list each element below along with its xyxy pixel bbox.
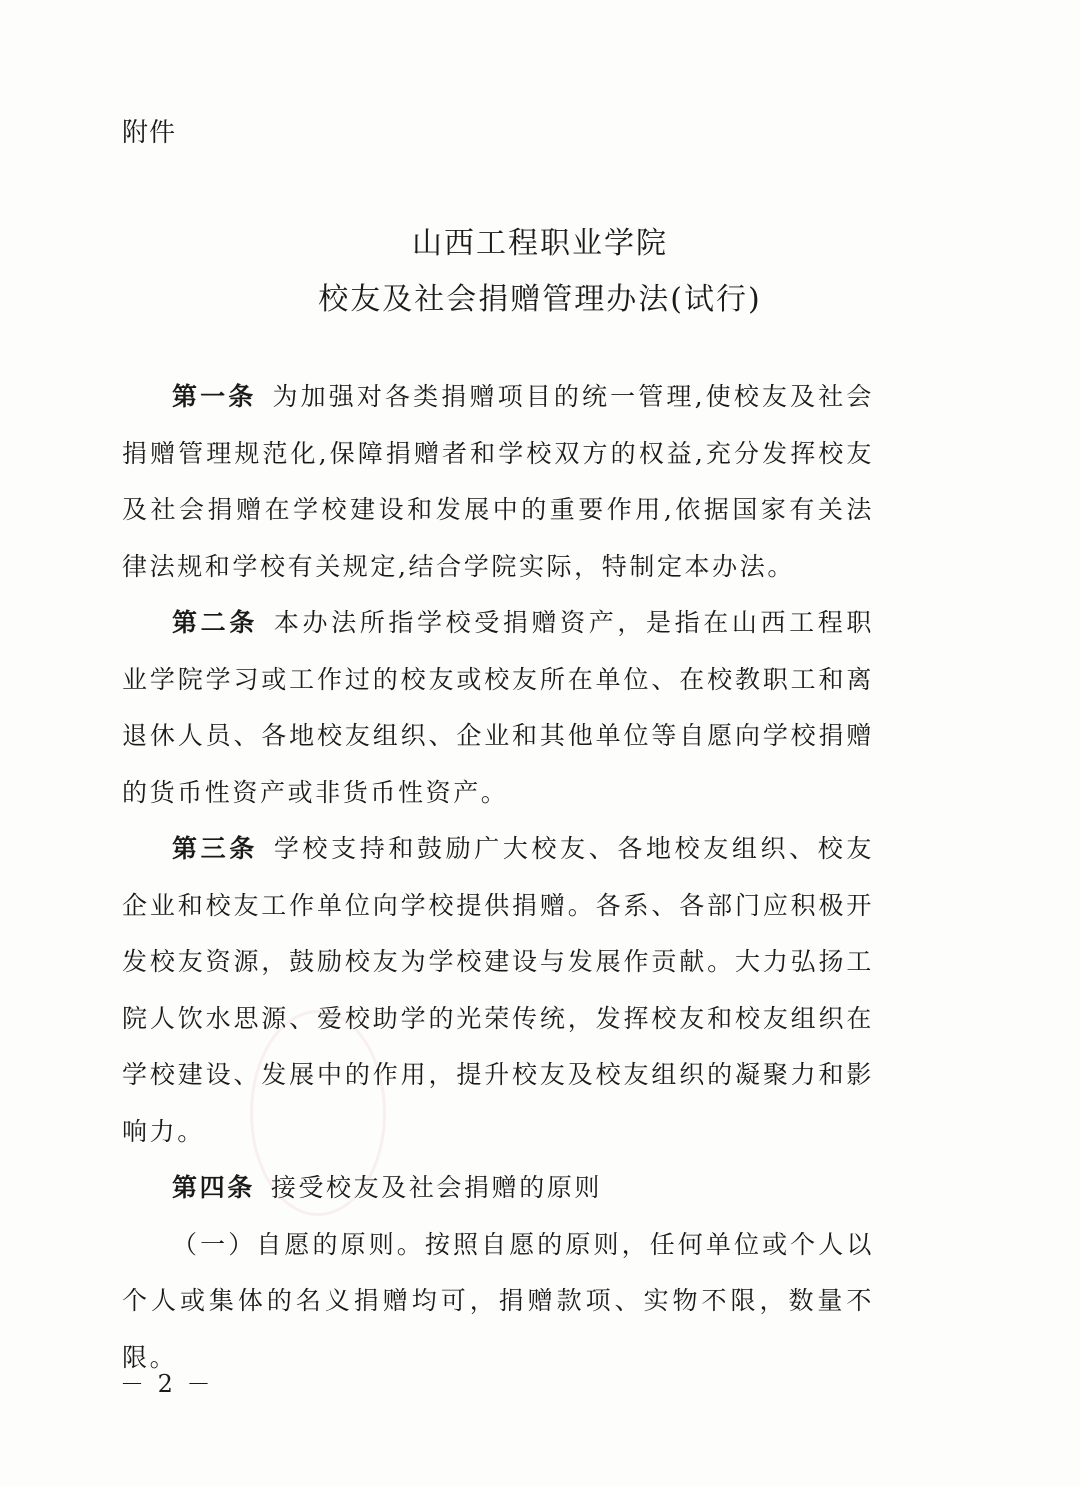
document-body: [122, 369, 874, 1386]
article-heading: 第四条: [172, 1173, 255, 1202]
article-heading: 第三条: [172, 834, 258, 863]
article-2: [122, 595, 874, 821]
attachment-label: 附件: [122, 118, 177, 148]
article-heading: 第二条: [172, 608, 258, 637]
document-title-line1: 山西工程职业学院: [412, 226, 668, 261]
article-text: 为加强对各类捐赠项目的统一管理,使校友及社会捐赠管理规范化,保障捐赠者和学校双方的权益,充分发挥校友及社会捐赠在学校建设和发展中的重要作用,依据国家有关法律法规和学校有关规定,结合学院实际，特制定本办法。: [122, 382, 874, 581]
article-text: 学校支持和鼓励广大校友、各地校友组织、校友企业和校友工作单位向学校提供捐赠。各系、各部门应积极开发校友资源，鼓励校友为学校建设与发展作贡献。大力弘扬工院人饮水思源、爱校助学的光荣传统，发挥校友和校友组织在学校建设、发展中的作用，提升校友及校友组织的凝聚力和影响力。: [122, 834, 874, 1146]
document-title-line2: 校友及社会捐赠管理办法(试行): [318, 282, 762, 317]
article-3: [122, 821, 874, 1160]
page-number: － 2 －: [120, 1370, 214, 1398]
article-4-clause-1: [122, 1217, 874, 1387]
article-text: 接受校友及社会捐赠的原则: [270, 1173, 603, 1202]
article-heading: 第一条: [172, 382, 257, 411]
article-4: [122, 1160, 874, 1217]
clause-text: （一）自愿的原则。按照自愿的原则，任何单位或个人以个人或集体的名义捐赠均可，捐赠款项、实物不限，数量不限。: [122, 1229, 874, 1372]
article-text: 本办法所指学校受捐赠资产，是指在山西工程职业学院学习或工作过的校友或校友所在单位、在校教职工和离退休人员、各地校友组织、企业和其他单位等自愿向学校捐赠的货币性资产或非货币性资产。: [122, 608, 874, 807]
article-1: [122, 369, 874, 595]
